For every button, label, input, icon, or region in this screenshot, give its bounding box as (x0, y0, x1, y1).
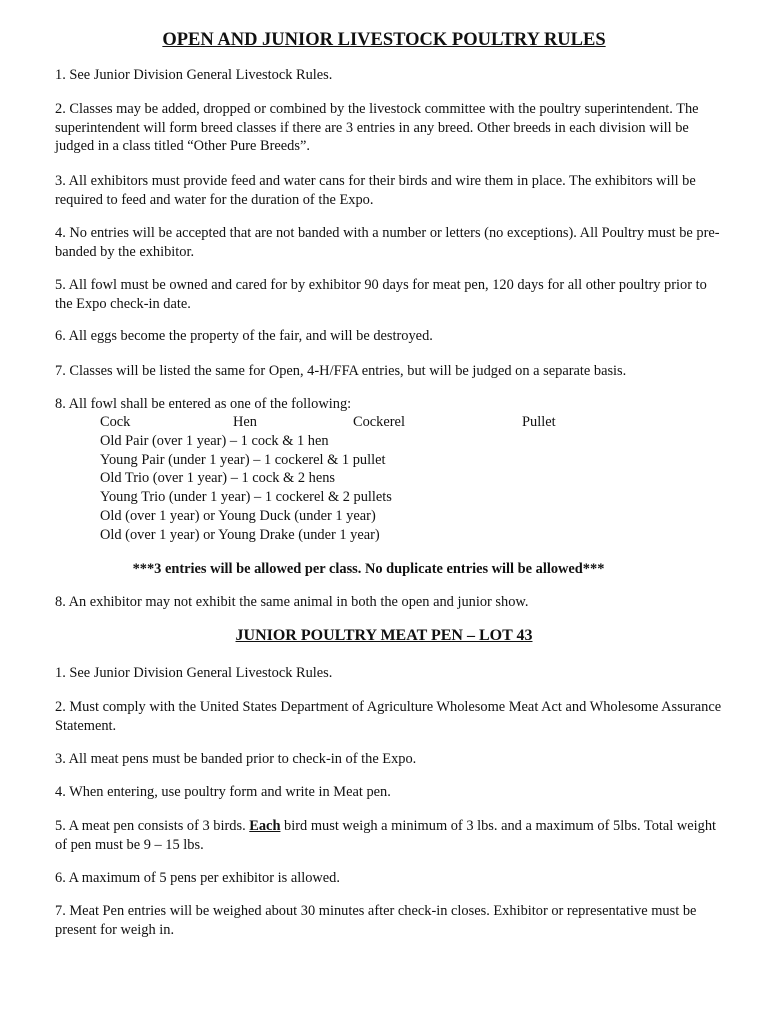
rule-5-text-start: 5. A meat pen consists of 3 birds. (55, 818, 250, 834)
rule-1: 1. See Junior Division General Livestock Rules. (55, 67, 333, 83)
rule-7: 7. Classes will be listed the same for Open, 4-H/FFA entries, but will be judged on a separate basis. (55, 363, 627, 379)
rule-5: 5. All fowl must be owned and cared for by exhibitor 90 days for meat pen, 120 days for all other poultry prior to the Expo check-in date. (55, 277, 707, 312)
page-title: OPEN AND JUNIOR LIVESTOCK POULTRY RULES (162, 30, 606, 50)
rule-6: 6. All eggs become the property of the fair, and will be destroyed. (55, 328, 433, 344)
rule-8b: 8. An exhibitor may not exhibit the same animal in both the open and junior show. (55, 594, 529, 610)
rule-5-emphasis: Each (249, 818, 281, 834)
rule-4: 4. No entries will be accepted that are not banded with a number or letters (no exceptions). All Poultry must be pre-banded by the exhibitor. (55, 225, 720, 260)
rule-3: 3. All exhibitors must provide feed and water cans for their birds and wire them in place. The exhibitors will be required to feed and water for the duration of the Expo. (55, 173, 696, 208)
meat-pen-rule-2: 2. Must comply with the United States Department of Agriculture Wholesome Meat Act and Wholesome Assurance Statement. (55, 699, 722, 734)
entry-type-cock: Cock (100, 414, 131, 430)
meat-pen-rule-4: 4. When entering, use poultry form and write in Meat pen. (55, 784, 391, 800)
entry-types-row (100, 413, 700, 432)
rule-8: 8. All fowl shall be entered as one of the following: (55, 396, 352, 412)
entry-line: Old (over 1 year) or Young Duck (under 1 year) (100, 508, 376, 524)
rule-5-text-end: bird must weigh a minimum of 3 lbs. and a maximum of 5lbs. Total weight of pen must be 9 – 15 lbs. (55, 818, 717, 853)
entry-limit-notice: ***3 entries will be allowed per class. No duplicate entries will be allowed*** (132, 561, 605, 577)
meat-pen-rule-7: 7. Meat Pen entries will be weighed about 30 minutes after check-in closes. Exhibitor or representative must be present for weigh in. (55, 903, 697, 938)
meat-pen-rule-1: 1. See Junior Division General Livestock Rules. (55, 665, 333, 681)
entry-type-pullet: Pullet (522, 414, 556, 430)
entry-line: Old Trio (over 1 year) – 1 cock & 2 hens (100, 470, 336, 486)
entry-type-hen: Hen (233, 414, 257, 430)
meat-pen-rule-3: 3. All meat pens must be banded prior to check-in of the Expo. (55, 751, 417, 767)
entry-line: Young Trio (under 1 year) – 1 cockerel & 2 pullets (100, 489, 392, 505)
meat-pen-rule-5 (55, 817, 723, 854)
meat-pen-rule-6: 6. A maximum of 5 pens per exhibitor is allowed. (55, 870, 340, 886)
entry-line: Young Pair (under 1 year) – 1 cockerel & 1 pullet (100, 452, 386, 468)
entry-line: Old Pair (over 1 year) – 1 cock & 1 hen (100, 433, 329, 449)
section-heading-meat-pen: JUNIOR POULTRY MEAT PEN – LOT 43 (235, 627, 533, 644)
rule-2: 2. Classes may be added, dropped or combined by the livestock committee with the poultry superintendent. The superintendent will form breed classes if there are 3 entries in any breed. Other breeds in each division will be judged in a class titled “Other Pure Breeds”. (55, 101, 699, 154)
entry-type-cockerel: Cockerel (353, 414, 405, 430)
entry-line: Old (over 1 year) or Young Drake (under 1 year) (100, 527, 380, 543)
